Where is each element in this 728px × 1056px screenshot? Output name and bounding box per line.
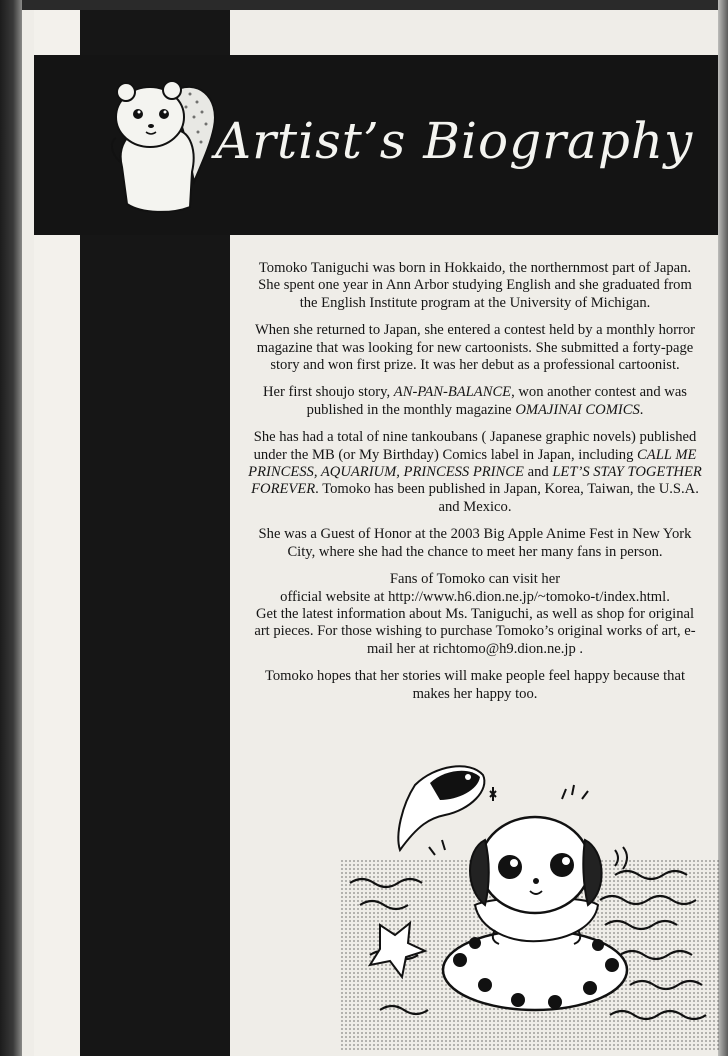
bio-p4-titles: CALL ME PRINCESS, AQUARIUM, PRINCESS PRINCE [248, 446, 697, 481]
bio-p4-e: . Tomoko has been published in Japan, Korea, Taiwan, the U.S.A. and Mexico. [315, 481, 699, 515]
bio-p3-e: . [639, 401, 644, 418]
bio-p3-title-1: AN-PAN-BALANCE [393, 384, 512, 401]
squirrel-mascot-icon [102, 72, 222, 222]
bio-p4-a: She has had a total of nine tankoubans ( Japanese graphic novels) published under the MB (or My Birthday) Comics label in Japan, including [253, 429, 697, 463]
bio-p3-title-2: OMAJINAI COMICS [515, 401, 640, 418]
bio-p4-title-last: LET’S STAY TOGETHER FOREVER [251, 464, 702, 498]
bio-paragraph-6 [248, 571, 702, 658]
bio-p6-line-1: Fans of Tomoko can visit her [389, 571, 561, 588]
bio-paragraph-4 [248, 429, 702, 516]
bio-p4-c: and [523, 464, 553, 481]
bio-paragraph-1: Tomoko Taniguchi was born in Hokkaido, the northernmost part of Japan. She spent one year in Ann Arbor studying English and she graduated from the English Institute program at the University of Michigan. [258, 260, 692, 311]
bio-paragraph-2: When she returned to Japan, she entered a contest held by a monthly horror magazine that was looking for new cartoonists. She submitted a forty-page story and won first prize. It was her debut as a professional cartoonist. [254, 322, 696, 374]
bio-paragraph-5: She was a Guest of Honor at the 2003 Big Apple Anime Fest in New York City, where she had the chance to meet her many fans in person. [258, 526, 692, 560]
bio-p3-c: , won another contest and was published in the monthly magazine [306, 384, 687, 418]
bio-p6-website: official website at http://www.h6.dion.ne.jp/~tomoko-t/index.html. [280, 588, 670, 605]
page-top-edge [0, 0, 728, 10]
bio-paragraph-7: Tomoko hopes that her stories will make people feel happy because that makes her happy too. [264, 668, 686, 702]
page-title: Artist’s Biography [215, 112, 694, 170]
bio-p6-line-3: Get the latest information about Ms. Taniguchi, as well as shop for original art pieces. For those wishing to purchase Tomoko’s original works of art, e-mail her at richtomo@h9.dion.ne.jp . [254, 605, 696, 657]
bio-paragraph-3 [248, 384, 702, 419]
bio-p3-a: Her first shoujo story, [263, 384, 394, 401]
creature-in-water-illustration [340, 755, 720, 1050]
biography-text [248, 260, 702, 713]
page-binding-shadow [0, 0, 22, 1056]
